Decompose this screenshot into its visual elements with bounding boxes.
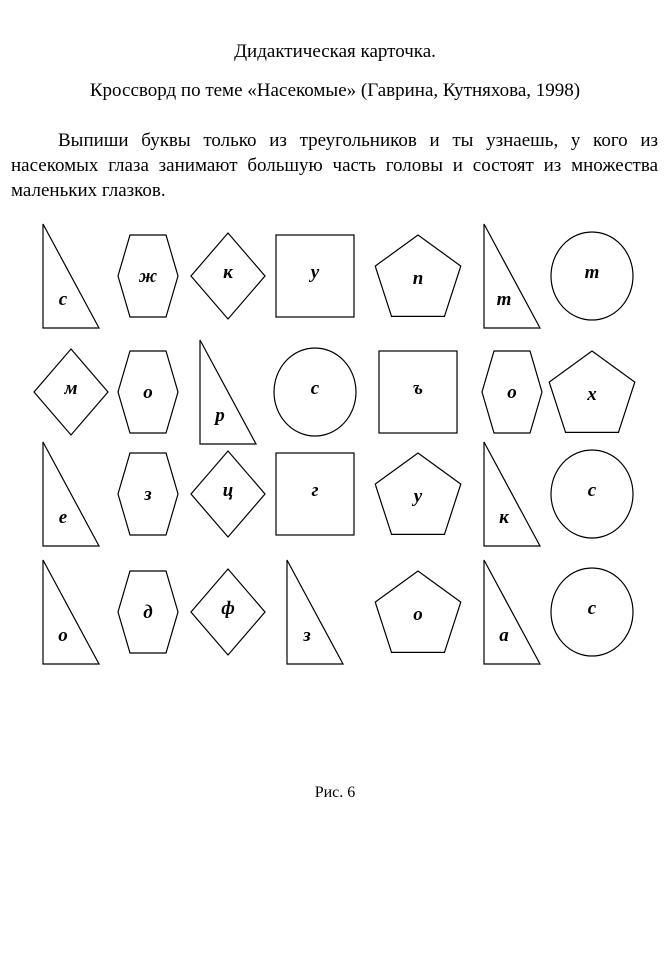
shape-letter: о bbox=[507, 382, 517, 403]
shape-letter: р bbox=[215, 405, 225, 426]
shape-letter: у bbox=[413, 486, 423, 507]
shape-letter: м bbox=[64, 378, 78, 399]
card-subtitle: Кроссворд по теме «Насекомые» (Гаврина, Кутняхова, 1998) bbox=[89, 80, 581, 101]
shape-letter: е bbox=[58, 507, 68, 528]
shape-letter: з bbox=[144, 484, 152, 505]
shape-letter: з bbox=[303, 625, 311, 646]
triangle-shape bbox=[43, 224, 99, 328]
shape-letter: т bbox=[584, 262, 600, 283]
shape-letter: с bbox=[587, 598, 597, 619]
shape-letter: п bbox=[412, 268, 424, 289]
shape-letter: ц bbox=[222, 480, 234, 501]
shape-letter: о bbox=[143, 382, 153, 403]
card-title: Дидактическая карточка. bbox=[234, 41, 436, 62]
triangle-shape bbox=[484, 560, 540, 664]
shape-letter: у bbox=[310, 262, 320, 283]
shape-letter: х bbox=[587, 384, 597, 405]
shape-letter: ъ bbox=[412, 378, 424, 399]
shape-letter: ж bbox=[138, 266, 158, 287]
triangle-shape bbox=[200, 340, 256, 444]
shape-letter: с bbox=[58, 289, 68, 310]
triangle-shape bbox=[43, 442, 99, 546]
shape-letter: ф bbox=[221, 598, 235, 619]
shape-letter: о bbox=[58, 625, 68, 646]
shape-letter: к bbox=[223, 262, 233, 283]
shape-letter: а bbox=[499, 625, 509, 646]
triangle-shape bbox=[287, 560, 343, 664]
shape-letter: д bbox=[143, 602, 153, 623]
triangle-shape bbox=[484, 224, 540, 328]
triangle-shape bbox=[484, 442, 540, 546]
figure-caption: Рис. 6 bbox=[314, 784, 356, 801]
triangle-shape bbox=[43, 560, 99, 664]
shape-letter: о bbox=[413, 604, 423, 625]
task-text: Выпиши буквы только из треугольников и ты узнаешь, у кого из насекомых глаза занимают большую часть головы и состоят из множества маленьких глазков. bbox=[11, 130, 658, 201]
shape-letter: с bbox=[310, 378, 320, 399]
shape-letter: к bbox=[499, 507, 509, 528]
shape-letter: с bbox=[587, 480, 597, 501]
shape-letter: г bbox=[311, 480, 319, 501]
shape-letter: т bbox=[496, 289, 512, 310]
